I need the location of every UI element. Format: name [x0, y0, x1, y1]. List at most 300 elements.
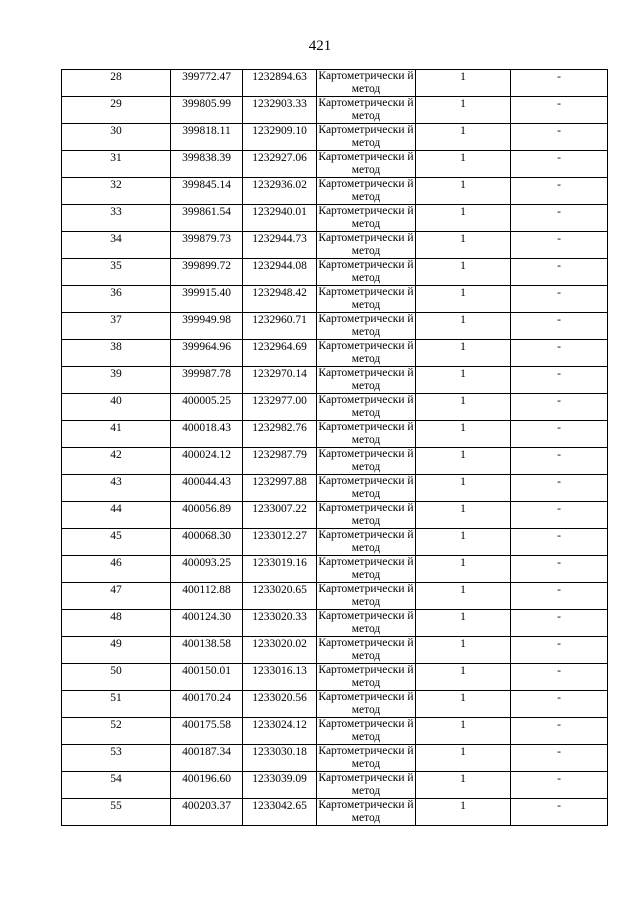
method-cell-text: Картометрически й метод	[318, 502, 414, 527]
y-coordinate-cell-text: 1232940.01	[252, 206, 307, 218]
x-coordinate-cell-text: 399861.54	[182, 206, 231, 218]
method-cell-text: Картометрически й метод	[318, 286, 414, 311]
point-number-cell-text: 47	[110, 584, 122, 596]
point-number-cell	[62, 664, 171, 691]
method-cell	[317, 151, 416, 178]
point-number-cell	[62, 178, 171, 205]
method-cell-text: Картометрически й метод	[318, 97, 414, 122]
dash-cell	[511, 664, 608, 691]
table-row	[62, 745, 608, 772]
y-coordinate-cell	[243, 556, 317, 583]
dash-cell	[511, 556, 608, 583]
x-coordinate-cell-text: 399915.40	[182, 287, 231, 299]
count-cell	[416, 475, 511, 502]
method-cell	[317, 448, 416, 475]
y-coordinate-cell-text: 1233030.18	[252, 746, 307, 758]
x-coordinate-cell-text: 400024.12	[182, 449, 231, 461]
dash-cell-text: -	[557, 368, 561, 380]
x-coordinate-cell	[171, 637, 243, 664]
method-cell-text: Картометрически й метод	[318, 340, 414, 365]
count-cell-text: 1	[460, 476, 466, 488]
count-cell-text: 1	[460, 746, 466, 758]
dash-cell-text: -	[557, 206, 561, 218]
count-cell-text: 1	[460, 584, 466, 596]
method-cell-text: Картометрически й метод	[318, 772, 414, 797]
table-row	[62, 718, 608, 745]
point-number-cell	[62, 232, 171, 259]
y-coordinate-cell	[243, 745, 317, 772]
y-coordinate-cell	[243, 799, 317, 826]
point-number-cell-text: 31	[110, 152, 122, 164]
x-coordinate-cell-text: 399964.96	[182, 341, 231, 353]
count-cell	[416, 502, 511, 529]
dash-cell	[511, 691, 608, 718]
dash-cell	[511, 421, 608, 448]
count-cell	[416, 178, 511, 205]
y-coordinate-cell-text: 1232970.14	[252, 368, 307, 380]
point-number-cell-text: 52	[110, 719, 122, 731]
count-cell-text: 1	[460, 395, 466, 407]
point-number-cell	[62, 259, 171, 286]
y-coordinate-cell	[243, 205, 317, 232]
dash-cell	[511, 610, 608, 637]
dash-cell	[511, 286, 608, 313]
count-cell	[416, 367, 511, 394]
y-coordinate-cell	[243, 286, 317, 313]
count-cell	[416, 583, 511, 610]
table-row	[62, 178, 608, 205]
dash-cell-text: -	[557, 773, 561, 785]
method-cell	[317, 124, 416, 151]
count-cell-text: 1	[460, 287, 466, 299]
x-coordinate-cell-text: 399818.11	[182, 125, 231, 137]
page-number: 421	[308, 38, 332, 54]
point-number-cell-text: 48	[110, 611, 122, 623]
dash-cell	[511, 367, 608, 394]
x-coordinate-cell	[171, 502, 243, 529]
x-coordinate-cell-text: 400138.58	[182, 638, 231, 650]
x-coordinate-cell	[171, 448, 243, 475]
y-coordinate-cell	[243, 340, 317, 367]
count-cell	[416, 556, 511, 583]
count-cell	[416, 394, 511, 421]
method-cell-text: Картометрически й метод	[318, 475, 414, 500]
dash-cell-text: -	[557, 125, 561, 137]
y-coordinate-cell-text: 1232997.88	[252, 476, 307, 488]
point-number-cell	[62, 151, 171, 178]
method-cell	[317, 502, 416, 529]
table-row	[62, 124, 608, 151]
y-coordinate-cell	[243, 718, 317, 745]
y-coordinate-cell	[243, 448, 317, 475]
table-row	[62, 610, 608, 637]
method-cell	[317, 97, 416, 124]
x-coordinate-cell-text: 399879.73	[182, 233, 231, 245]
x-coordinate-cell	[171, 772, 243, 799]
y-coordinate-cell-text: 1232894.63	[252, 71, 307, 83]
y-coordinate-cell-text: 1233020.65	[252, 584, 307, 596]
dash-cell	[511, 259, 608, 286]
table-row	[62, 556, 608, 583]
y-coordinate-cell	[243, 178, 317, 205]
method-cell	[317, 610, 416, 637]
method-cell-text: Картометрически й метод	[318, 151, 414, 176]
point-number-cell	[62, 124, 171, 151]
dash-cell-text: -	[557, 476, 561, 488]
count-cell-text: 1	[460, 179, 466, 191]
count-cell	[416, 259, 511, 286]
point-number-cell-text: 40	[110, 395, 122, 407]
point-number-cell-text: 54	[110, 773, 122, 785]
count-cell-text: 1	[460, 557, 466, 569]
count-cell-text: 1	[460, 719, 466, 731]
count-cell	[416, 205, 511, 232]
y-coordinate-cell-text: 1232944.73	[252, 233, 307, 245]
y-coordinate-cell	[243, 70, 317, 97]
method-cell	[317, 178, 416, 205]
point-number-cell-text: 36	[110, 287, 122, 299]
y-coordinate-cell-text: 1232987.79	[252, 449, 307, 461]
dash-cell-text: -	[557, 98, 561, 110]
method-cell	[317, 529, 416, 556]
count-cell-text: 1	[460, 422, 466, 434]
y-coordinate-cell-text: 1232903.33	[252, 98, 307, 110]
table-row	[62, 637, 608, 664]
dash-cell-text: -	[557, 692, 561, 704]
method-cell	[317, 394, 416, 421]
dash-cell	[511, 205, 608, 232]
count-cell-text: 1	[460, 773, 466, 785]
x-coordinate-cell	[171, 259, 243, 286]
point-number-cell-text: 35	[110, 260, 122, 272]
count-cell-text: 1	[460, 638, 466, 650]
count-cell	[416, 529, 511, 556]
point-number-cell	[62, 556, 171, 583]
count-cell	[416, 637, 511, 664]
count-cell	[416, 745, 511, 772]
x-coordinate-cell-text: 399772.47	[182, 71, 231, 83]
y-coordinate-cell	[243, 664, 317, 691]
count-cell-text: 1	[460, 692, 466, 704]
point-number-cell	[62, 97, 171, 124]
x-coordinate-cell	[171, 232, 243, 259]
y-coordinate-cell-text: 1232977.00	[252, 395, 307, 407]
count-cell-text: 1	[460, 98, 466, 110]
dash-cell-text: -	[557, 719, 561, 731]
dash-cell-text: -	[557, 152, 561, 164]
dash-cell	[511, 502, 608, 529]
point-number-cell-text: 46	[110, 557, 122, 569]
point-number-cell-text: 45	[110, 530, 122, 542]
x-coordinate-cell-text: 400068.30	[182, 530, 231, 542]
point-number-cell-text: 38	[110, 341, 122, 353]
dash-cell	[511, 124, 608, 151]
dash-cell-text: -	[557, 179, 561, 191]
y-coordinate-cell	[243, 232, 317, 259]
dash-cell-text: -	[557, 503, 561, 515]
point-number-cell-text: 32	[110, 179, 122, 191]
dash-cell-text: -	[557, 260, 561, 272]
x-coordinate-cell	[171, 178, 243, 205]
x-coordinate-cell	[171, 691, 243, 718]
table-row	[62, 259, 608, 286]
method-cell-text: Картометрически й метод	[318, 178, 414, 203]
method-cell	[317, 313, 416, 340]
method-cell	[317, 340, 416, 367]
dash-cell-text: -	[557, 638, 561, 650]
x-coordinate-cell-text: 399838.39	[182, 152, 231, 164]
x-coordinate-cell-text: 400005.25	[182, 395, 231, 407]
count-cell	[416, 124, 511, 151]
x-coordinate-cell	[171, 151, 243, 178]
point-number-cell-text: 42	[110, 449, 122, 461]
x-coordinate-cell-text: 400112.88	[182, 584, 231, 596]
table-row	[62, 205, 608, 232]
y-coordinate-cell-text: 1232909.10	[252, 125, 307, 137]
dash-cell-text: -	[557, 557, 561, 569]
table-row	[62, 799, 608, 826]
count-cell	[416, 799, 511, 826]
x-coordinate-cell-text: 400018.43	[182, 422, 231, 434]
method-cell	[317, 772, 416, 799]
method-cell-text: Картометрически й метод	[318, 637, 414, 662]
count-cell	[416, 286, 511, 313]
count-cell-text: 1	[460, 368, 466, 380]
y-coordinate-cell	[243, 367, 317, 394]
x-coordinate-cell-text: 399805.99	[182, 98, 231, 110]
table-row	[62, 394, 608, 421]
y-coordinate-cell-text: 1232936.02	[252, 179, 307, 191]
method-cell	[317, 475, 416, 502]
dash-cell-text: -	[557, 287, 561, 299]
count-cell-text: 1	[460, 449, 466, 461]
method-cell	[317, 718, 416, 745]
method-cell-text: Картометрически й метод	[318, 799, 414, 824]
y-coordinate-cell-text: 1233042.65	[252, 800, 307, 812]
count-cell-text: 1	[460, 206, 466, 218]
method-cell-text: Картометрически й метод	[318, 664, 414, 689]
x-coordinate-cell	[171, 313, 243, 340]
x-coordinate-cell	[171, 583, 243, 610]
dash-cell	[511, 340, 608, 367]
count-cell	[416, 772, 511, 799]
table-row	[62, 340, 608, 367]
dash-cell-text: -	[557, 611, 561, 623]
y-coordinate-cell-text: 1232944.08	[252, 260, 307, 272]
method-cell-text: Картометрически й метод	[318, 367, 414, 392]
point-number-cell	[62, 475, 171, 502]
dash-cell	[511, 178, 608, 205]
dash-cell	[511, 799, 608, 826]
count-cell-text: 1	[460, 611, 466, 623]
point-number-cell	[62, 205, 171, 232]
count-cell	[416, 97, 511, 124]
table-row	[62, 286, 608, 313]
x-coordinate-cell	[171, 205, 243, 232]
dash-cell-text: -	[557, 800, 561, 812]
y-coordinate-cell-text: 1232927.06	[252, 152, 307, 164]
point-number-cell-text: 34	[110, 233, 122, 245]
x-coordinate-cell	[171, 718, 243, 745]
table-row	[62, 232, 608, 259]
table-row	[62, 772, 608, 799]
method-cell	[317, 799, 416, 826]
count-cell	[416, 151, 511, 178]
point-number-cell-text: 30	[110, 125, 122, 137]
point-number-cell-text: 44	[110, 503, 122, 515]
x-coordinate-cell	[171, 664, 243, 691]
method-cell-text: Картометрически й метод	[318, 232, 414, 257]
dash-cell	[511, 232, 608, 259]
y-coordinate-cell-text: 1233019.16	[252, 557, 307, 569]
method-cell	[317, 664, 416, 691]
count-cell	[416, 718, 511, 745]
y-coordinate-cell	[243, 394, 317, 421]
method-cell-text: Картометрически й метод	[318, 583, 414, 608]
point-number-cell	[62, 394, 171, 421]
y-coordinate-cell	[243, 313, 317, 340]
point-number-cell-text: 49	[110, 638, 122, 650]
x-coordinate-cell-text: 399899.72	[182, 260, 231, 272]
point-number-cell-text: 33	[110, 206, 122, 218]
method-cell-text: Картометрически й метод	[318, 556, 414, 581]
x-coordinate-cell	[171, 799, 243, 826]
dash-cell	[511, 718, 608, 745]
x-coordinate-cell-text: 400203.37	[182, 800, 231, 812]
dash-cell-text: -	[557, 422, 561, 434]
y-coordinate-cell	[243, 637, 317, 664]
table-row	[62, 448, 608, 475]
method-cell-text: Картометрически й метод	[318, 124, 414, 149]
method-cell	[317, 259, 416, 286]
count-cell-text: 1	[460, 341, 466, 353]
count-cell-text: 1	[460, 665, 466, 677]
count-cell	[416, 70, 511, 97]
y-coordinate-cell-text: 1233007.22	[252, 503, 307, 515]
y-coordinate-cell-text: 1232948.42	[252, 287, 307, 299]
y-coordinate-cell	[243, 502, 317, 529]
dash-cell-text: -	[557, 665, 561, 677]
dash-cell	[511, 97, 608, 124]
y-coordinate-cell-text: 1232960.71	[252, 314, 307, 326]
point-number-cell	[62, 718, 171, 745]
x-coordinate-cell	[171, 475, 243, 502]
x-coordinate-cell	[171, 610, 243, 637]
method-cell-text: Картометрически й метод	[318, 394, 414, 419]
x-coordinate-cell	[171, 124, 243, 151]
point-number-cell-text: 43	[110, 476, 122, 488]
count-cell-text: 1	[460, 71, 466, 83]
method-cell-text: Картометрически й метод	[318, 718, 414, 743]
dash-cell	[511, 772, 608, 799]
point-number-cell-text: 53	[110, 746, 122, 758]
point-number-cell-text: 39	[110, 368, 122, 380]
table-row	[62, 664, 608, 691]
count-cell-text: 1	[460, 800, 466, 812]
dash-cell-text: -	[557, 584, 561, 596]
dash-cell-text: -	[557, 530, 561, 542]
method-cell-text: Картометрически й метод	[318, 448, 414, 473]
y-coordinate-cell	[243, 610, 317, 637]
y-coordinate-cell-text: 1233020.02	[252, 638, 307, 650]
y-coordinate-cell	[243, 124, 317, 151]
x-coordinate-cell-text: 400093.25	[182, 557, 231, 569]
y-coordinate-cell	[243, 421, 317, 448]
y-coordinate-cell	[243, 475, 317, 502]
table-row	[62, 583, 608, 610]
dash-cell-text: -	[557, 449, 561, 461]
x-coordinate-cell	[171, 286, 243, 313]
y-coordinate-cell-text: 1233012.27	[252, 530, 307, 542]
table-row	[62, 97, 608, 124]
method-cell-text: Картометрически й метод	[318, 610, 414, 635]
y-coordinate-cell	[243, 583, 317, 610]
y-coordinate-cell-text: 1233039.09	[252, 773, 307, 785]
point-number-cell-text: 51	[110, 692, 122, 704]
method-cell	[317, 286, 416, 313]
point-number-cell	[62, 502, 171, 529]
point-number-cell-text: 29	[110, 98, 122, 110]
y-coordinate-cell	[243, 772, 317, 799]
x-coordinate-cell-text: 400124.30	[182, 611, 231, 623]
table-row	[62, 70, 608, 97]
count-cell-text: 1	[460, 503, 466, 515]
point-number-cell	[62, 421, 171, 448]
dash-cell	[511, 394, 608, 421]
method-cell-text: Картометрически й метод	[318, 313, 414, 338]
method-cell	[317, 205, 416, 232]
method-cell	[317, 745, 416, 772]
count-cell-text: 1	[460, 152, 466, 164]
point-number-cell	[62, 529, 171, 556]
point-number-cell	[62, 448, 171, 475]
count-cell-text: 1	[460, 125, 466, 137]
method-cell	[317, 637, 416, 664]
point-number-cell	[62, 637, 171, 664]
method-cell	[317, 367, 416, 394]
point-number-cell-text: 41	[110, 422, 122, 434]
dash-cell	[511, 475, 608, 502]
point-number-cell-text: 28	[110, 71, 122, 83]
x-coordinate-cell	[171, 421, 243, 448]
point-number-cell	[62, 286, 171, 313]
point-number-cell-text: 55	[110, 800, 122, 812]
dash-cell	[511, 151, 608, 178]
dash-cell-text: -	[557, 395, 561, 407]
point-number-cell	[62, 367, 171, 394]
count-cell-text: 1	[460, 530, 466, 542]
y-coordinate-cell	[243, 97, 317, 124]
method-cell-text: Картометрически й метод	[318, 70, 414, 95]
method-cell-text: Картометрически й метод	[318, 259, 414, 284]
y-coordinate-cell	[243, 529, 317, 556]
method-cell-text: Картометрически й метод	[318, 421, 414, 446]
count-cell-text: 1	[460, 233, 466, 245]
x-coordinate-cell-text: 400196.60	[182, 773, 231, 785]
count-cell	[416, 313, 511, 340]
x-coordinate-cell-text: 400044.43	[182, 476, 231, 488]
point-number-cell	[62, 799, 171, 826]
x-coordinate-cell	[171, 394, 243, 421]
table-row	[62, 421, 608, 448]
x-coordinate-cell-text: 400175.58	[182, 719, 231, 731]
dash-cell-text: -	[557, 71, 561, 83]
table-row	[62, 529, 608, 556]
y-coordinate-cell-text: 1233016.13	[252, 665, 307, 677]
coordinates-table	[61, 69, 608, 826]
point-number-cell-text: 37	[110, 314, 122, 326]
table-row	[62, 367, 608, 394]
